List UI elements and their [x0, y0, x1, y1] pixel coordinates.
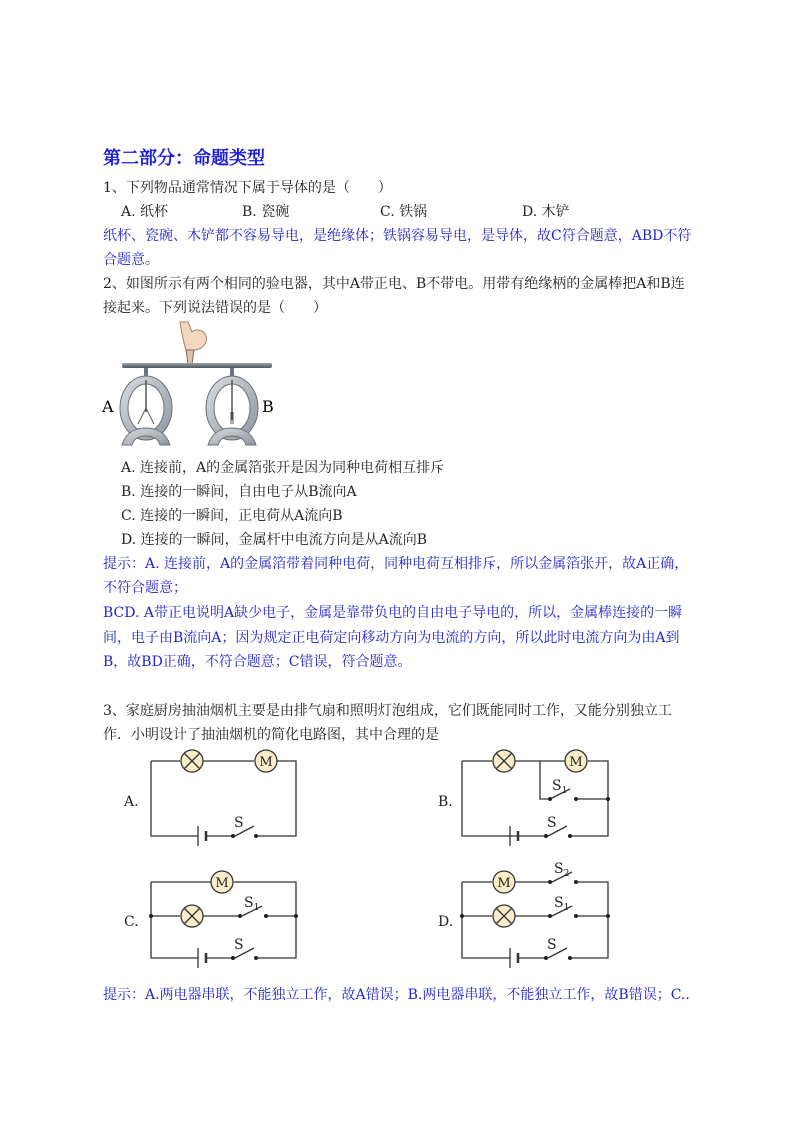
motor-label: M: [569, 755, 583, 770]
q2-option-b: B. 连接的一瞬间，自由电子从B流向A: [121, 484, 357, 500]
circuit-label-a: A.: [124, 794, 139, 810]
switch-s1-label: $S_1$: [552, 778, 568, 796]
circuit-label-b: B.: [438, 794, 453, 810]
q2-hint-line-2: 不符合题意；: [103, 580, 187, 596]
circuit-d: [462, 872, 608, 958]
lamp-icon: [493, 905, 515, 927]
battery-icon: [510, 948, 518, 968]
circuit-label-c: C.: [124, 914, 139, 930]
q1-hint-line-1: 纸杯、瓷碗、木铲都不容易导电，是绝缘体；铁锅容易导电，是导体，故C符合题意，ABD不符: [103, 228, 692, 244]
q2-hint-line-3: BCD. A带正电说明A缺少电子，金属是靠带负电的自由电子导电的，所以，金属棒连接的一瞬: [103, 605, 683, 621]
electroscope-b: [206, 368, 258, 445]
q2-hint-line-5: B，故BD正确，不符合题意；C错误，符合题意。: [103, 654, 412, 670]
switch-s1-label: $S_1$: [244, 895, 260, 913]
motor-label: M: [497, 876, 511, 891]
q2-option-c: C. 连接的一瞬间，正电荷从A流向B: [121, 508, 343, 524]
motor-label: M: [215, 876, 229, 891]
q3-hint: 提示：A.两电器串联，不能独立工作，故A错误；B.两电器串联，不能独立工作，故B错误；C..: [103, 987, 690, 1003]
question-1-stem: 1、下列物品通常情况下属于导体的是（ ）: [103, 180, 392, 196]
label-a: A: [102, 397, 114, 416]
switch-s2-label: $S_2$: [554, 861, 570, 879]
lamp-icon: [181, 750, 203, 772]
switch-s1-label: $S_1$: [554, 895, 570, 913]
circuit-diagrams: [100, 745, 720, 975]
lamp-icon: [181, 905, 203, 927]
battery-icon: [198, 826, 206, 846]
switch-s-label: S: [547, 937, 557, 953]
q2-hint-line-4: 间，电子由B流向A；因为规定正电荷定向移动方向为电流的方向，所以此时电流方向为由A到: [103, 630, 680, 646]
label-b: B: [262, 397, 274, 416]
q1-option-b: B. 瓷碗: [242, 204, 290, 220]
electroscope-figure: [100, 320, 290, 450]
lamp-icon: [493, 750, 515, 772]
q1-option-c: C. 铁锅: [380, 204, 428, 220]
question-2-stem-line-1: 2、如图所示有两个相同的验电器，其中A带正电、B不带电。用带有绝缘柄的金属棒把A和B连: [103, 276, 685, 292]
switch-s-label: S: [547, 815, 557, 831]
q2-option-d: D. 连接的一瞬间，金属杆中电流方向是从A流向B: [121, 532, 428, 548]
circuit-b: [462, 761, 608, 836]
hand-icon: [180, 322, 207, 364]
switch-s-label: S: [234, 937, 244, 953]
question-2-stem-line-2: 接起来。下列说法错误的是（ ）: [103, 300, 327, 316]
circuit-a: [151, 761, 296, 836]
metal-rod: [122, 363, 272, 368]
section-title: 第二部分：命题类型: [103, 148, 265, 169]
question-3-stem-line-2: 作．小明设计了抽油烟机的简化电路图，其中合理的是: [103, 727, 439, 743]
electroscope-a: [120, 368, 172, 445]
circuit-label-d: D.: [438, 914, 454, 930]
question-3-stem-line-1: 3、家庭厨房抽油烟机主要是由排气扇和照明灯泡组成，它们既能同时工作，又能分别独立工: [103, 703, 672, 719]
q2-hint-line-1: 提示：A. 连接前，A的金属箔带着同种电荷，同种电荷互相排斥，所以金属箔张开，故A正确，: [103, 556, 689, 572]
q1-option-d: D. 木铲: [522, 204, 570, 220]
switch-s-label: S: [234, 815, 244, 831]
battery-icon: [198, 948, 206, 968]
q1-hint-line-2: 合题意。: [103, 252, 159, 268]
motor-label: M: [259, 755, 273, 770]
q1-option-a: A. 纸杯: [121, 204, 169, 220]
q2-option-a: A. 连接前，A的金属箔张开是因为同种电荷相互排斥: [121, 460, 445, 476]
